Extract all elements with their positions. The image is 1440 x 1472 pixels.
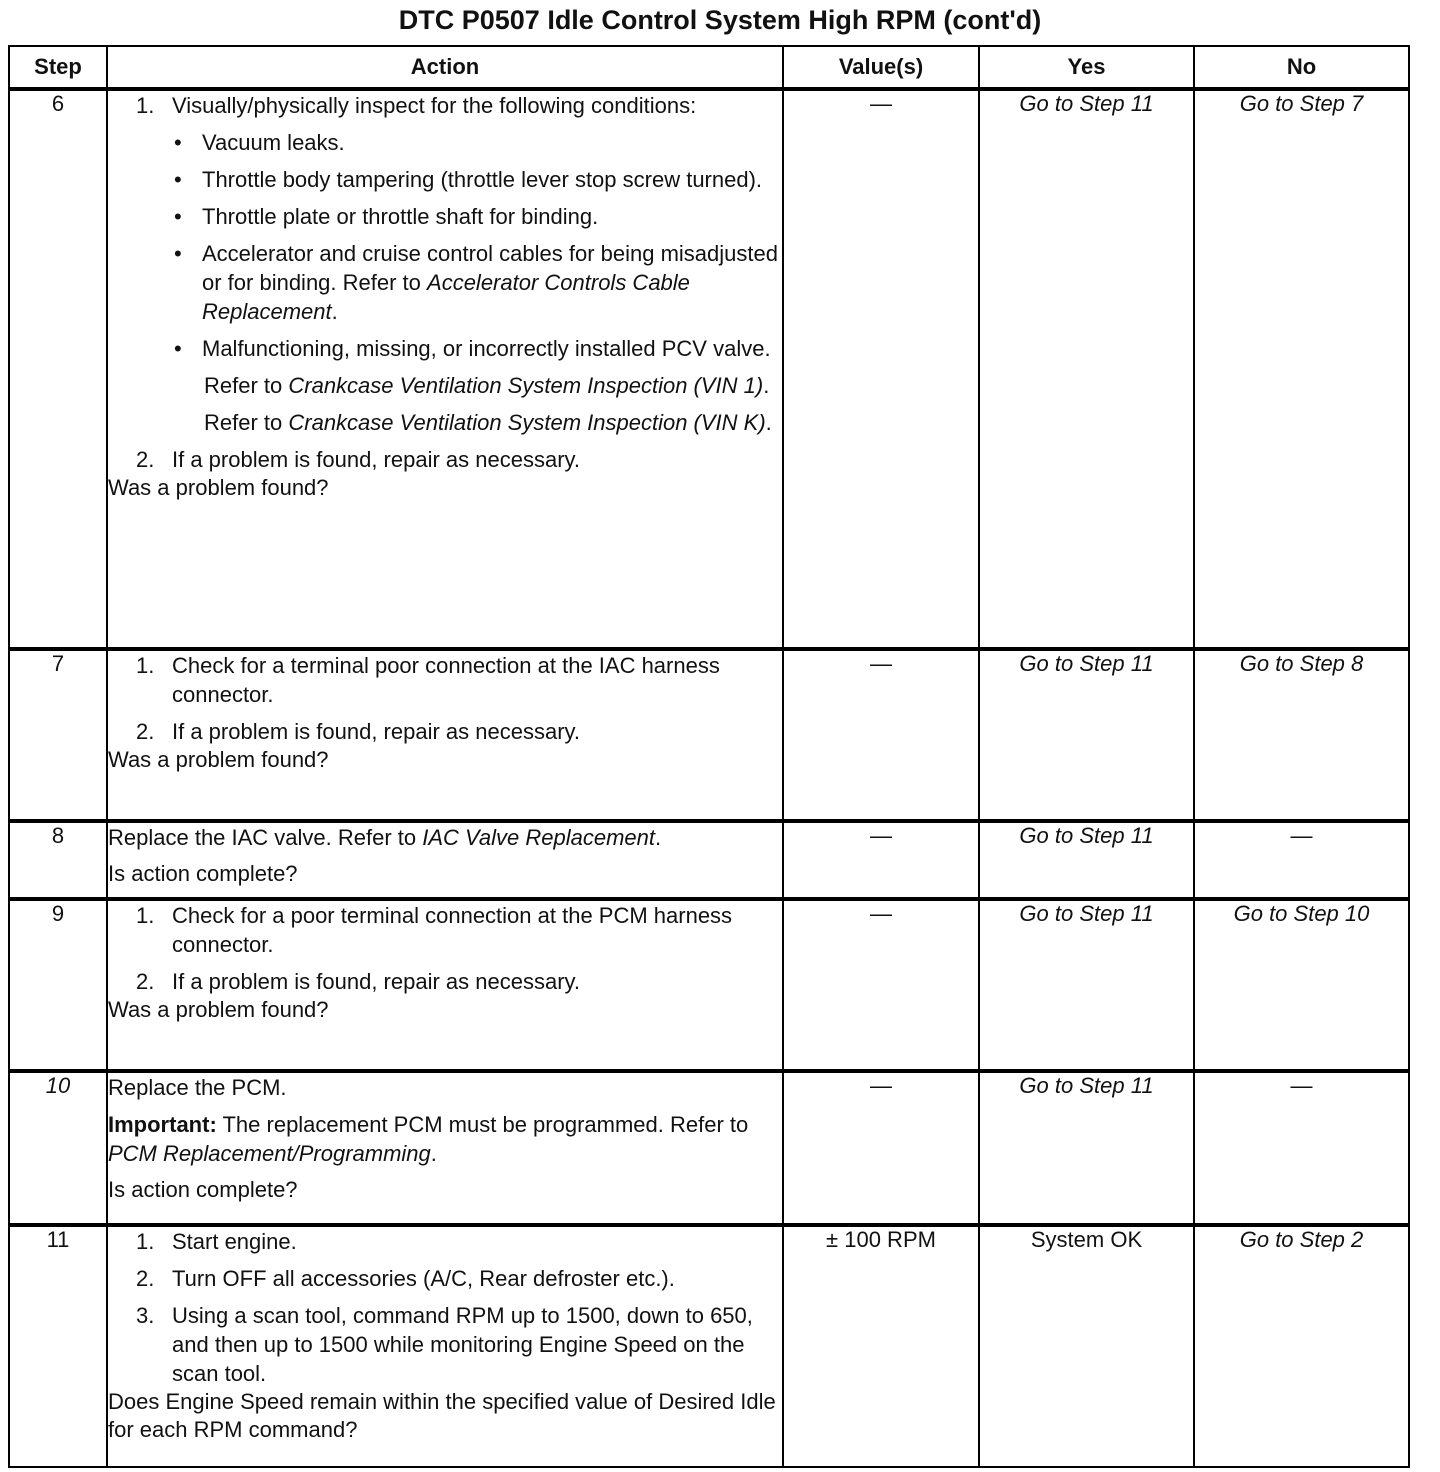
no-cell: — <box>1194 1071 1409 1225</box>
doc-reference: Accelerator Controls Cable Replacement <box>202 270 690 324</box>
table-row <box>9 1225 1409 1467</box>
action-cell <box>107 821 783 899</box>
value-cell: ± 100 RPM <box>783 1225 979 1467</box>
no-cell: Go to Step 7 <box>1194 89 1409 649</box>
value-cell: — <box>783 821 979 899</box>
yes-cell: System OK <box>979 1225 1194 1467</box>
step-number: 6 <box>9 89 107 649</box>
table-row <box>9 1071 1409 1225</box>
yes-cell: Go to Step 11 <box>979 89 1194 649</box>
list-item: 1. Check for a poor terminal connection at the PCM harness connector. <box>136 903 733 957</box>
bullet-item: • Vacuum leaks. <box>174 130 345 155</box>
table-row <box>9 821 1409 899</box>
bullet-item: • Throttle body tampering (throttle lever stop screw turned). <box>174 167 763 192</box>
action-cell <box>107 649 783 821</box>
action-cell <box>107 1071 783 1225</box>
no-cell: Go to Step 2 <box>1194 1225 1409 1467</box>
action-text: Replace the IAC valve. Refer to IAC Valve Replacement. <box>108 825 662 850</box>
value-cell: — <box>783 89 979 649</box>
header-step: Step <box>9 46 107 89</box>
page-title: DTC P0507 Idle Control System High RPM (cont'd) <box>398 5 1042 35</box>
question: Is action complete? <box>108 1177 298 1202</box>
list-item: 1. Visually/physically inspect for the following conditions: <box>136 93 697 118</box>
doc-reference: Crankcase Ventilation System Inspection (VIN K) <box>288 410 766 435</box>
yes-cell: Go to Step 11 <box>979 821 1194 899</box>
header-yes: Yes <box>979 46 1194 89</box>
step-number: 11 <box>9 1225 107 1467</box>
question: Was a problem found? <box>108 475 329 500</box>
reference-line: Refer to Crankcase Ventilation System Inspection (VIN K). <box>204 410 772 435</box>
list-item: 1. Check for a terminal poor connection at the IAC harness connector. <box>136 653 720 707</box>
step-number: 10 <box>9 1071 107 1225</box>
yes-cell: Go to Step 11 <box>979 1071 1194 1225</box>
no-cell: — <box>1194 821 1409 899</box>
step-number: 9 <box>9 899 107 1071</box>
doc-reference: IAC Valve Replacement <box>422 825 656 850</box>
question: Does Engine Speed remain within the specified value of Desired Idle for each RPM command? <box>108 1389 776 1442</box>
doc-reference: Crankcase Ventilation System Inspection (VIN 1) <box>288 373 764 398</box>
table-row <box>9 899 1409 1071</box>
question: Was a problem found? <box>108 747 329 772</box>
table-row <box>9 649 1409 821</box>
list-item: 2. Turn OFF all accessories (A/C, Rear defroster etc.). <box>136 1266 675 1291</box>
value-cell: — <box>783 1071 979 1225</box>
value-cell: — <box>783 649 979 821</box>
bullet-item: • Throttle plate or throttle shaft for binding. <box>174 204 599 229</box>
list-item: 2. If a problem is found, repair as necessary. <box>136 447 581 472</box>
value-cell: — <box>783 899 979 1071</box>
action-cell <box>107 1225 783 1467</box>
action-cell <box>107 89 783 649</box>
header-value: Value(s) <box>783 46 979 89</box>
list-item: 3. Using a scan tool, command RPM up to 1500, down to 650, and then up to 1500 while monitoring Engine Speed on the scan tool. <box>136 1303 753 1386</box>
question: Was a problem found? <box>108 997 329 1022</box>
table-header-row <box>9 46 1409 89</box>
doc-reference: PCM Replacement/Programming <box>108 1141 431 1166</box>
step-number: 8 <box>9 821 107 899</box>
yes-cell: Go to Step 11 <box>979 649 1194 821</box>
list-item: 1. Start engine. <box>136 1229 297 1254</box>
no-cell: Go to Step 8 <box>1194 649 1409 821</box>
list-item: 2. If a problem is found, repair as necessary. <box>136 719 581 744</box>
question: Is action complete? <box>108 861 298 886</box>
reference-line: Refer to Crankcase Ventilation System Inspection (VIN 1). <box>204 373 770 398</box>
diagnostic-table <box>8 45 1410 1468</box>
action-cell <box>107 899 783 1071</box>
action-text: Replace the PCM. <box>108 1075 287 1100</box>
bullet-item: • Accelerator and cruise control cables for being misadjusted or for binding. Refer to Accelerator Controls Cable Replacement. <box>174 241 778 324</box>
yes-cell: Go to Step 11 <box>979 899 1194 1071</box>
important-note: Important: The replacement PCM must be programmed. Refer to PCM Replacement/Programming. <box>108 1112 749 1166</box>
step-number: 7 <box>9 649 107 821</box>
list-item: 2. If a problem is found, repair as necessary. <box>136 969 581 994</box>
no-cell: Go to Step 10 <box>1194 899 1409 1071</box>
bullet-item: • Malfunctioning, missing, or incorrectly installed PCV valve. <box>174 336 771 361</box>
header-no: No <box>1194 46 1409 89</box>
table-row <box>9 89 1409 649</box>
header-action: Action <box>107 46 783 89</box>
